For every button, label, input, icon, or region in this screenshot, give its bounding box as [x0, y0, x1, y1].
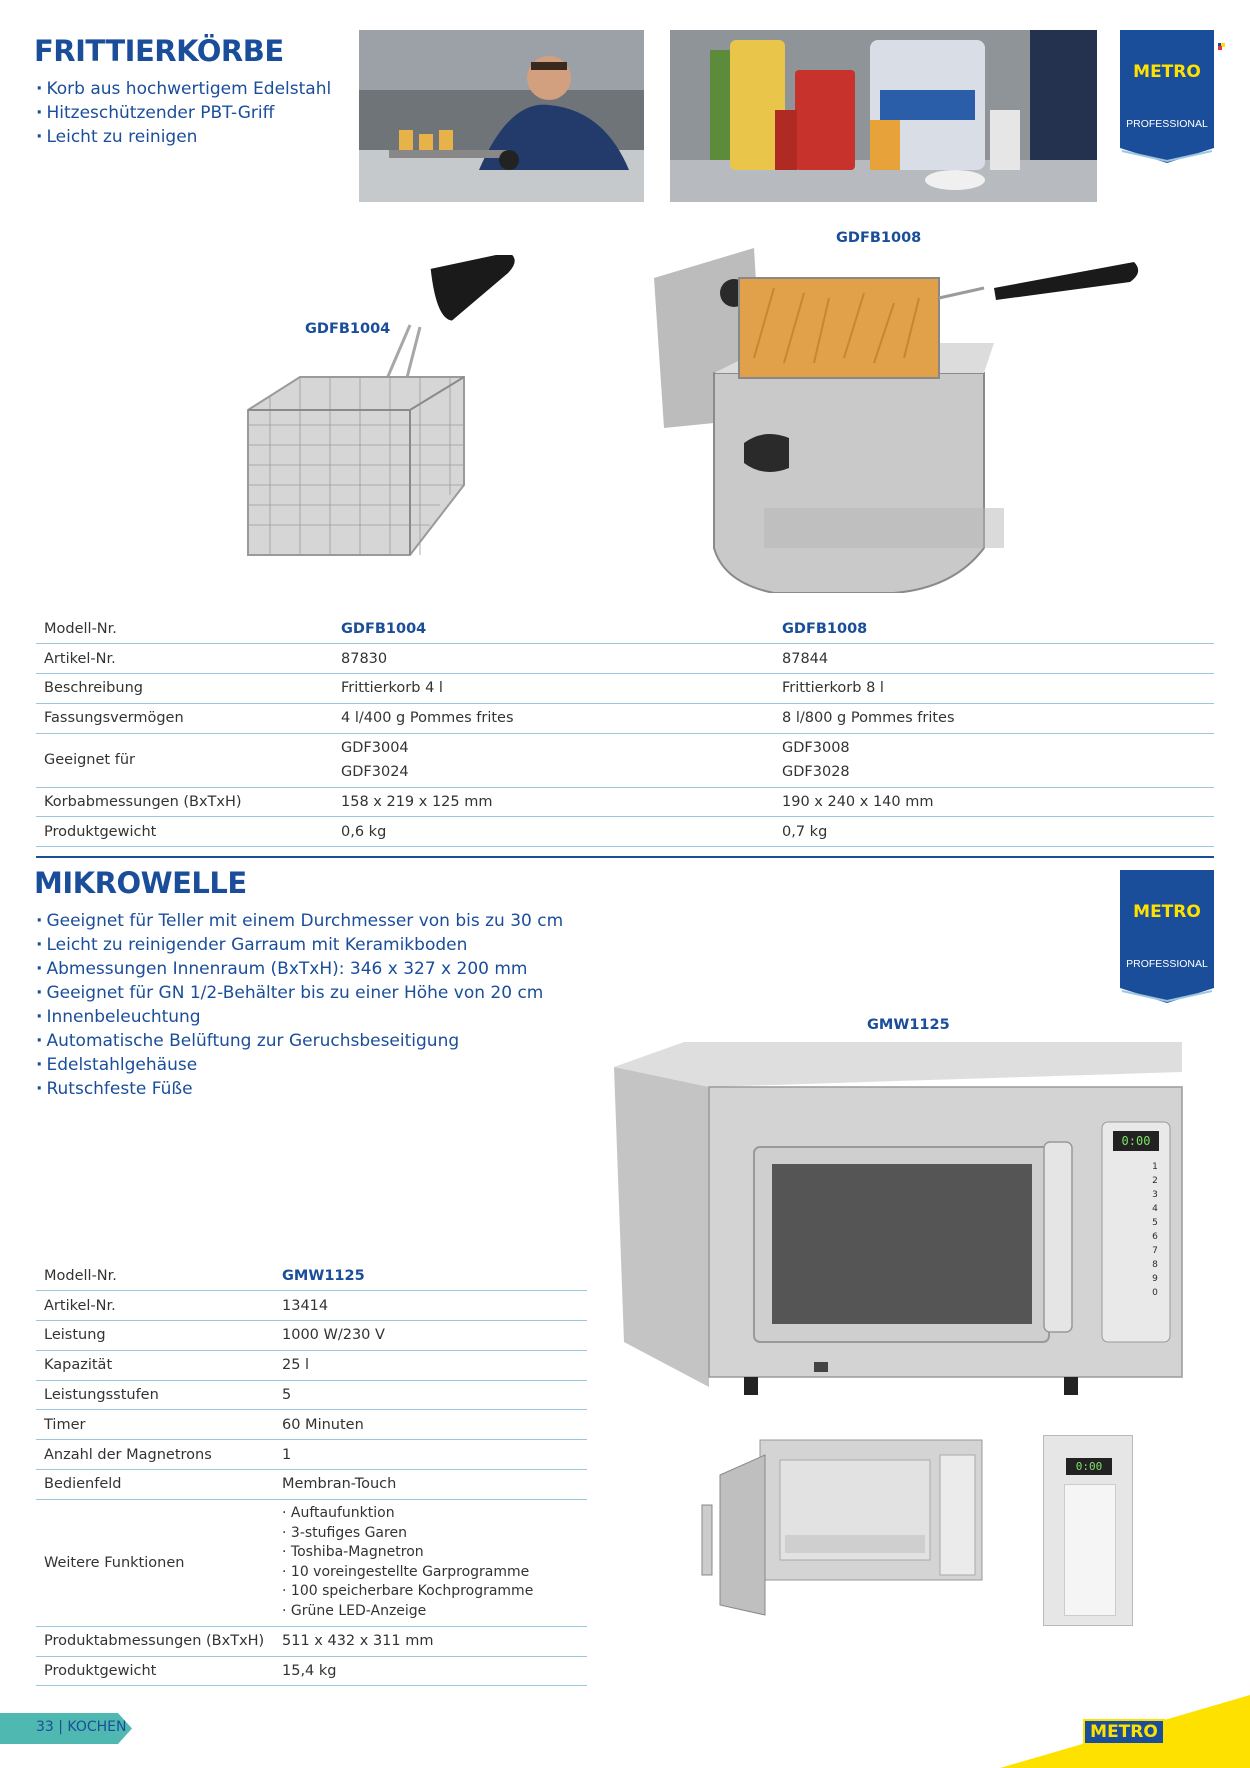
- spec-value: 158 x 219 x 125 mm: [333, 787, 774, 817]
- spec-value: 13414: [274, 1291, 587, 1321]
- keypad-key: 5: [1152, 1218, 1158, 1228]
- keypad-key: 9: [1152, 1274, 1158, 1284]
- spec-value: 25 l: [274, 1350, 587, 1380]
- spec-value: Frittierkorb 4 l: [333, 674, 774, 704]
- spec-value: 60 Minuten: [274, 1410, 587, 1440]
- table-row: [36, 1499, 587, 1626]
- spec-label: Modell-Nr.: [36, 614, 333, 644]
- spec-value-line: GDF3008: [782, 740, 850, 757]
- microwave-front-illustration: [614, 1042, 1184, 1402]
- metro-logo-text: METRO: [1133, 902, 1201, 922]
- deep-fryer-illustration: [654, 248, 1140, 593]
- microwave-open-illustration: [700, 1435, 985, 1625]
- spec-label: Timer: [36, 1410, 274, 1440]
- keypad-key: 7: [1152, 1246, 1158, 1256]
- fryer-feature-item: · Korb aus hochwertigem Edelstahl: [36, 77, 331, 101]
- keypad-key: 1: [1152, 1162, 1158, 1172]
- fryer-spec-table: [36, 614, 1214, 847]
- fryer-feature-list: [36, 77, 331, 149]
- table-row: [36, 674, 1214, 704]
- model-label-gmw1125: GMW1125: [867, 1017, 950, 1033]
- spec-value: 1000 W/230 V: [274, 1321, 587, 1351]
- keypad-key: 8: [1152, 1260, 1158, 1270]
- spec-value: 8 l/800 g Pommes frites: [774, 703, 1214, 733]
- spec-value: 0,7 kg: [774, 817, 1214, 847]
- spec-value: 511 x 432 x 311 mm: [274, 1626, 587, 1656]
- microwave-spec-table: [36, 1261, 587, 1686]
- panel-keypad: [1064, 1484, 1116, 1616]
- panel-led-display: 0:00: [1066, 1458, 1112, 1475]
- microwave-feature-item: · Leicht zu reinigender Garraum mit Keramikboden: [36, 933, 563, 957]
- spec-label: Produktabmessungen (BxTxH): [36, 1626, 274, 1656]
- microwave-feature-list: [36, 909, 563, 1101]
- spec-value: 190 x 240 x 140 mm: [774, 787, 1214, 817]
- spec-label: Geeignet für: [36, 733, 333, 787]
- table-row: [36, 644, 1214, 674]
- spec-label: Produktgewicht: [36, 1656, 274, 1686]
- spec-value-line: · 10 voreingestellte Garprogramme: [282, 1563, 530, 1580]
- spec-value: 87844: [774, 644, 1214, 674]
- metro-logo-text: METRO: [1133, 62, 1201, 82]
- spec-value: 15,4 kg: [274, 1656, 587, 1686]
- keypad-key: 0: [1152, 1288, 1158, 1298]
- spec-value: [333, 733, 774, 787]
- microwave-led-display: 0:00: [1113, 1131, 1159, 1151]
- table-row: [36, 1350, 587, 1380]
- keypad-key: 6: [1152, 1232, 1158, 1242]
- chef-cooking-photo: [359, 30, 644, 202]
- fryer-section-title: FRITTIERKÖRBE: [34, 34, 284, 68]
- keypad-key: 2: [1152, 1176, 1158, 1186]
- keypad-key: 3: [1152, 1190, 1158, 1200]
- spec-value: 1: [274, 1440, 587, 1470]
- table-row: [36, 703, 1214, 733]
- spec-value: Membran-Touch: [274, 1470, 587, 1500]
- spec-label: Fassungsvermögen: [36, 703, 333, 733]
- table-row: [36, 614, 1214, 644]
- spec-value: 4 l/400 g Pommes frites: [333, 703, 774, 733]
- table-row: [36, 787, 1214, 817]
- spec-value-line: · 100 speicherbare Kochprogramme: [282, 1583, 534, 1600]
- microwave-feature-item: · Edelstahlgehäuse: [36, 1053, 563, 1077]
- spec-value: GMW1125: [274, 1261, 587, 1291]
- spec-value: 5: [274, 1380, 587, 1410]
- color-mark-icon: [1218, 35, 1225, 42]
- table-row: [36, 1261, 587, 1291]
- table-row: [36, 1380, 587, 1410]
- spec-value: 0,6 kg: [333, 817, 774, 847]
- fry-basket-illustration: [240, 255, 535, 585]
- spec-value: Frittierkorb 8 l: [774, 674, 1214, 704]
- table-row: [36, 1626, 587, 1656]
- microwave-section-title: MIKROWELLE: [34, 866, 247, 900]
- spec-value-line: · Grüne LED-Anzeige: [282, 1602, 427, 1619]
- section-divider: [36, 856, 1214, 858]
- table-row: [36, 1656, 587, 1686]
- control-panel-closeup: [1043, 1435, 1133, 1626]
- model-label-gdfb1008: GDFB1008: [836, 230, 922, 246]
- spec-value-line: GDF3024: [341, 764, 409, 781]
- table-row: [36, 1440, 587, 1470]
- metro-footer-logo: METRO: [1083, 1719, 1165, 1745]
- microwave-feature-item: · Rutschfeste Füße: [36, 1077, 563, 1101]
- spec-label: Kapazität: [36, 1350, 274, 1380]
- spec-value: GDFB1004: [333, 614, 774, 644]
- microwave-feature-item: · Abmessungen Innenraum (BxTxH): 346 x 327 x 200 mm: [36, 957, 563, 981]
- spec-value: GDFB1008: [774, 614, 1214, 644]
- spec-value-line: · 3-stufiges Garen: [282, 1524, 407, 1541]
- spec-label: Beschreibung: [36, 674, 333, 704]
- spec-label: Produktgewicht: [36, 817, 333, 847]
- fryer-feature-item: · Hitzeschützender PBT-Griff: [36, 101, 331, 125]
- spec-value-line: GDF3028: [782, 764, 850, 781]
- microwave-feature-item: · Geeignet für Teller mit einem Durchmesser von bis zu 30 cm: [36, 909, 563, 933]
- spec-label: Modell-Nr.: [36, 1261, 274, 1291]
- table-row: [36, 1321, 587, 1351]
- spec-label: Weitere Funktionen: [36, 1499, 274, 1626]
- spec-label: Artikel-Nr.: [36, 644, 333, 674]
- spec-value-line: · Toshiba-Magnetron: [282, 1544, 424, 1561]
- microwave-keypad: [1144, 1160, 1166, 1300]
- table-row: [36, 1470, 587, 1500]
- fryer-feature-item: · Leicht zu reinigen: [36, 125, 331, 149]
- metro-logo-subtitle: PROFESSIONAL: [1126, 958, 1208, 970]
- spec-value: 87830: [333, 644, 774, 674]
- table-row: [36, 1410, 587, 1440]
- table-row: [36, 1291, 587, 1321]
- spec-label: Anzahl der Magnetrons: [36, 1440, 274, 1470]
- model-label-gdfb1004: GDFB1004: [305, 321, 391, 337]
- page-number-tab: [0, 1713, 132, 1744]
- spec-value-line: · Auftaufunktion: [282, 1505, 395, 1522]
- spec-value-line: GDF3004: [341, 740, 409, 757]
- metro-professional-logo: [1120, 30, 1214, 163]
- metro-logo-subtitle: PROFESSIONAL: [1126, 118, 1208, 130]
- page-number-label: 33 | KOCHEN: [36, 1719, 127, 1735]
- table-row: [36, 817, 1214, 847]
- spec-value: [274, 1499, 587, 1626]
- spec-label: Bedienfeld: [36, 1470, 274, 1500]
- spec-label: Artikel-Nr.: [36, 1291, 274, 1321]
- spec-label: Leistungsstufen: [36, 1380, 274, 1410]
- spec-label: Korbabmessungen (BxTxH): [36, 787, 333, 817]
- keypad-key: 4: [1152, 1204, 1158, 1214]
- microwave-feature-item: · Geeignet für GN 1/2-Behälter bis zu einer Höhe von 20 cm: [36, 981, 563, 1005]
- microwave-feature-item: · Innenbeleuchtung: [36, 1005, 563, 1029]
- spec-value: [774, 733, 1214, 787]
- spec-label: Leistung: [36, 1321, 274, 1351]
- metro-professional-logo: [1120, 870, 1214, 1003]
- table-row: [36, 733, 1214, 787]
- microwave-feature-item: · Automatische Belüftung zur Geruchsbeseitigung: [36, 1029, 563, 1053]
- fries-products-photo: [670, 30, 1097, 202]
